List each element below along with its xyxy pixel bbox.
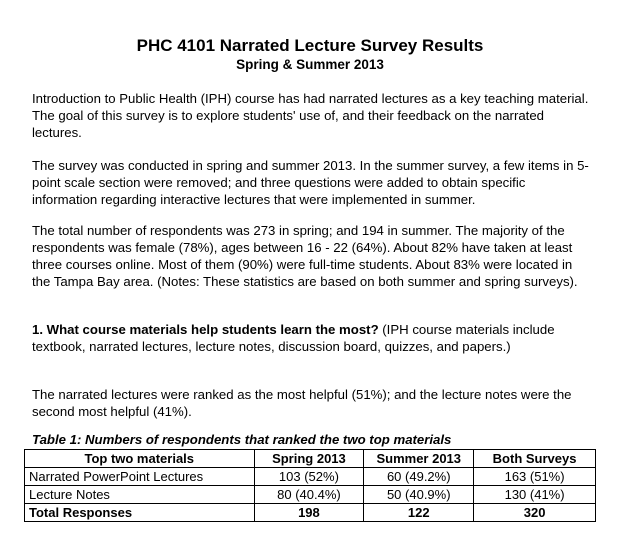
- column-header-summer: Summer 2013: [364, 450, 474, 468]
- question-1-heading: 1. What course materials help students learn the most?: [32, 322, 379, 337]
- cell-summer: 60 (49.2%): [364, 468, 474, 486]
- cell-both: 130 (41%): [474, 486, 596, 504]
- column-header-materials: Top two materials: [25, 450, 255, 468]
- total-label: Total Responses: [25, 504, 255, 522]
- ranking-paragraph: The narrated lectures were ranked as the most helpful (51%); and the lecture notes were the second most helpful (41%).: [32, 387, 572, 419]
- row-label: Narrated PowerPoint Lectures: [25, 468, 255, 486]
- document-subtitle: Spring & Summer 2013: [236, 57, 384, 72]
- total-summer: 122: [364, 504, 474, 522]
- question-1-paragraph: [32, 321, 594, 355]
- intro-paragraph: Introduction to Public Health (IPH) course has had narrated lectures as a key teaching material. The goal of this survey is to explore students' use of, and their feedback on the narrated lectures.: [32, 91, 589, 140]
- results-table: [24, 449, 596, 522]
- table-caption: Table 1: Numbers of respondents that ranked the two top materials: [32, 432, 452, 447]
- total-spring: 198: [254, 504, 364, 522]
- cell-both: 163 (51%): [474, 468, 596, 486]
- column-header-both: Both Surveys: [474, 450, 596, 468]
- row-label: Lecture Notes: [25, 486, 255, 504]
- column-header-spring: Spring 2013: [254, 450, 364, 468]
- cell-spring: 80 (40.4%): [254, 486, 364, 504]
- respondents-paragraph: The total number of respondents was 273 in spring; and 194 in summer. The majority of the respondents was female (78%), ages between 16 - 22 (64%). About 82% have taken at least three courses online. Most of them (90%) were full-time students. About 83% were located in the Tampa Bay area. (Notes: These statistics are based on both summer and spring surveys).: [32, 223, 578, 289]
- cell-summer: 50 (40.9%): [364, 486, 474, 504]
- total-both: 320: [474, 504, 596, 522]
- table-row: [25, 468, 596, 486]
- cell-spring: 103 (52%): [254, 468, 364, 486]
- table-total-row: [25, 504, 596, 522]
- table-row: [25, 486, 596, 504]
- document-title: PHC 4101 Narrated Lecture Survey Results: [136, 36, 484, 55]
- method-paragraph: The survey was conducted in spring and summer 2013. In the summer survey, a few items in 5-point scale section were removed; and three questions were added to obtain specific information regarding interactive lectures that were implemented in summer.: [32, 158, 589, 207]
- table-header-row: [25, 450, 596, 468]
- question-1-detail: (IPH course materials include textbook, narrated lectures, lecture notes, discussion board, quizzes, and papers.): [32, 322, 555, 354]
